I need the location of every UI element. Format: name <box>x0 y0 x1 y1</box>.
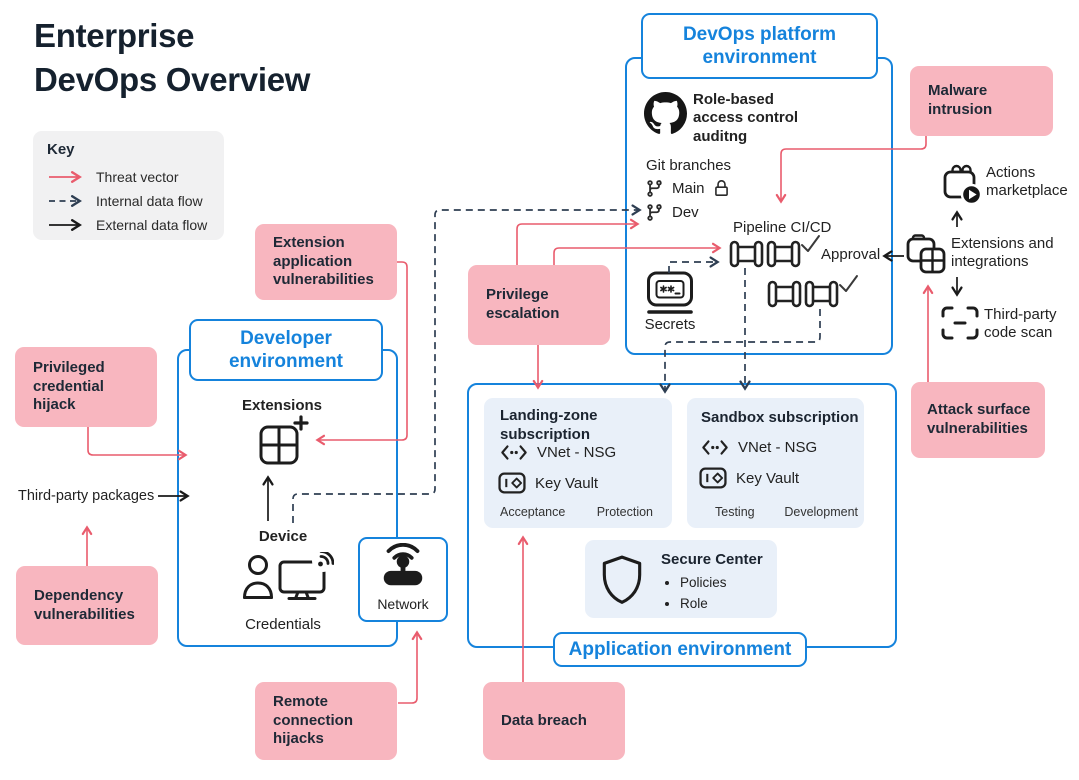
page-title-line-1: Enterprise <box>34 17 195 54</box>
legend-row-external-flow <box>47 213 212 237</box>
page-title <box>34 14 454 101</box>
landing-zone-stages <box>500 505 653 519</box>
devops-platform-environment-title <box>641 13 878 79</box>
person-icon <box>240 552 276 600</box>
threat-attack-surface-vulnerabilities <box>911 382 1045 458</box>
pipeline-icon <box>804 280 839 308</box>
threat-attack-surface-label: Attack surface vulnerabilities <box>927 401 1031 437</box>
key-vault-icon <box>498 472 526 494</box>
legend-heading: Key <box>47 141 75 158</box>
application-environment-title <box>553 632 807 667</box>
sandbox-title: Sandbox subscription <box>701 409 859 426</box>
legend-threat-vector-label: Threat vector <box>96 169 179 185</box>
sandbox-subscription-card <box>687 398 864 528</box>
legend-internal-flow-label: Internal data flow <box>96 193 203 209</box>
secure-center-list <box>665 572 727 615</box>
shield-icon <box>598 554 646 606</box>
third-party-code-scan-icon <box>941 306 979 340</box>
sandbox-stage-development: Development <box>784 505 858 519</box>
secure-center-bullet-policies: • Policies <box>680 572 727 593</box>
pipeline-icon <box>729 240 764 268</box>
approval-label: Approval <box>821 246 881 263</box>
threat-data-breach-label: Data breach <box>501 711 587 729</box>
extensions-icon <box>257 415 309 467</box>
devops-platform-environment-title-label: DevOps platform environment <box>682 23 837 68</box>
branch-main-label: Main <box>672 180 705 197</box>
checkmark-icon <box>800 233 821 254</box>
threat-privileged-credential-label: Privileged credential hijack <box>33 358 105 414</box>
third-party-packages-label: Third-party packages <box>18 488 155 504</box>
rbac-label: Role-based access control auditng <box>693 91 799 145</box>
external-flow-arrow-icon <box>47 219 87 231</box>
sandbox-key-vault-row <box>699 467 799 489</box>
sandbox-vnet-row <box>701 439 817 456</box>
secrets-label: Secrets <box>644 316 696 333</box>
vnet-icon <box>701 439 729 456</box>
legend-row-threat-vector <box>47 165 212 189</box>
legend-row-internal-flow <box>47 189 212 213</box>
threat-extension-application-vulnerabilities <box>255 224 397 300</box>
threat-extension-application-label: Extension application vulnerabilities <box>273 233 374 289</box>
extensions-integrations-icon <box>905 233 947 275</box>
threat-dependency-label: Dependency vulnerabilities <box>34 586 135 623</box>
landing-zone-stage-acceptance: Acceptance <box>500 505 566 519</box>
sandbox-key-vault-label: Key Vault <box>736 469 800 487</box>
branch-dev-label: Dev <box>672 204 699 221</box>
git-branch-icon <box>645 179 664 198</box>
page-title-line-2: DevOps Overview <box>34 60 311 98</box>
sandbox-vnet-label: VNet - NSG <box>738 439 818 456</box>
threat-remote-connection-label: Remote connection hijacks <box>273 692 354 748</box>
landing-zone-vnet-label: VNet - NSG <box>537 444 617 461</box>
device-label: Device <box>258 528 308 545</box>
landing-zone-subscription-card <box>484 398 672 528</box>
internal-flow-arrow-icon <box>47 195 87 207</box>
landing-zone-vnet-row <box>500 444 616 461</box>
developer-environment-title <box>189 319 383 381</box>
credentials-label: Credentials <box>245 616 321 633</box>
actions-marketplace-label: Actions marketplace <box>986 164 1068 200</box>
checkmark-icon <box>838 273 859 294</box>
sandbox-stage-testing: Testing <box>715 505 755 519</box>
device-monitor-wifi-icon <box>278 552 334 602</box>
threat-vector-arrow-icon <box>47 171 87 183</box>
network-label: Network <box>377 596 429 612</box>
git-branch-icon <box>645 203 664 222</box>
legend <box>33 131 224 240</box>
vnet-icon <box>500 444 528 461</box>
threat-data-breach <box>483 682 625 760</box>
threat-line-remote-connection <box>398 633 417 703</box>
threat-privileged-credential-hijack <box>15 347 157 427</box>
extensions-integrations-label: Extensions and integrations <box>951 235 1054 271</box>
threat-privilege-escalation-label: Privilege escalation <box>486 286 560 322</box>
key-vault-icon <box>699 467 727 489</box>
threat-remote-connection-hijacks <box>255 682 397 760</box>
extensions-label: Extensions <box>241 397 323 414</box>
landing-zone-key-vault-label: Key Vault <box>535 474 599 492</box>
threat-malware-intrusion <box>910 66 1053 136</box>
third-party-code-scan-label: Third-party code scan <box>984 306 1057 342</box>
threat-malware-intrusion-label: Malware intrusion <box>928 82 993 118</box>
landing-zone-title: Landing-zone subscription <box>500 407 598 443</box>
secure-center-title: Secure Center <box>661 551 763 568</box>
sandbox-stages <box>715 505 858 519</box>
legend-external-flow-label: External data flow <box>96 217 208 233</box>
pipeline-icon <box>767 280 802 308</box>
developer-environment-title-label: Developer environment <box>228 327 344 372</box>
threat-line-privilege-escalation-dev <box>517 224 637 265</box>
pipeline-icon <box>766 240 801 268</box>
landing-zone-key-vault-row <box>498 472 598 494</box>
pipeline-heading: Pipeline CI/CD <box>733 219 832 236</box>
secrets-icon <box>645 271 695 315</box>
actions-marketplace-icon <box>941 162 983 206</box>
network-router-icon <box>377 543 429 589</box>
application-environment-title-label: Application environment <box>568 638 792 660</box>
secure-center-bullet-role: • Role <box>680 593 727 614</box>
lock-icon <box>713 180 730 197</box>
git-branches-heading: Git branches <box>646 157 732 174</box>
landing-zone-stage-protection: Protection <box>596 505 653 519</box>
github-icon <box>644 92 687 135</box>
threat-line-privileged-credential <box>88 427 185 455</box>
secure-center-card <box>585 540 777 618</box>
threat-dependency-vulnerabilities <box>16 566 158 645</box>
threat-privilege-escalation <box>468 265 610 345</box>
